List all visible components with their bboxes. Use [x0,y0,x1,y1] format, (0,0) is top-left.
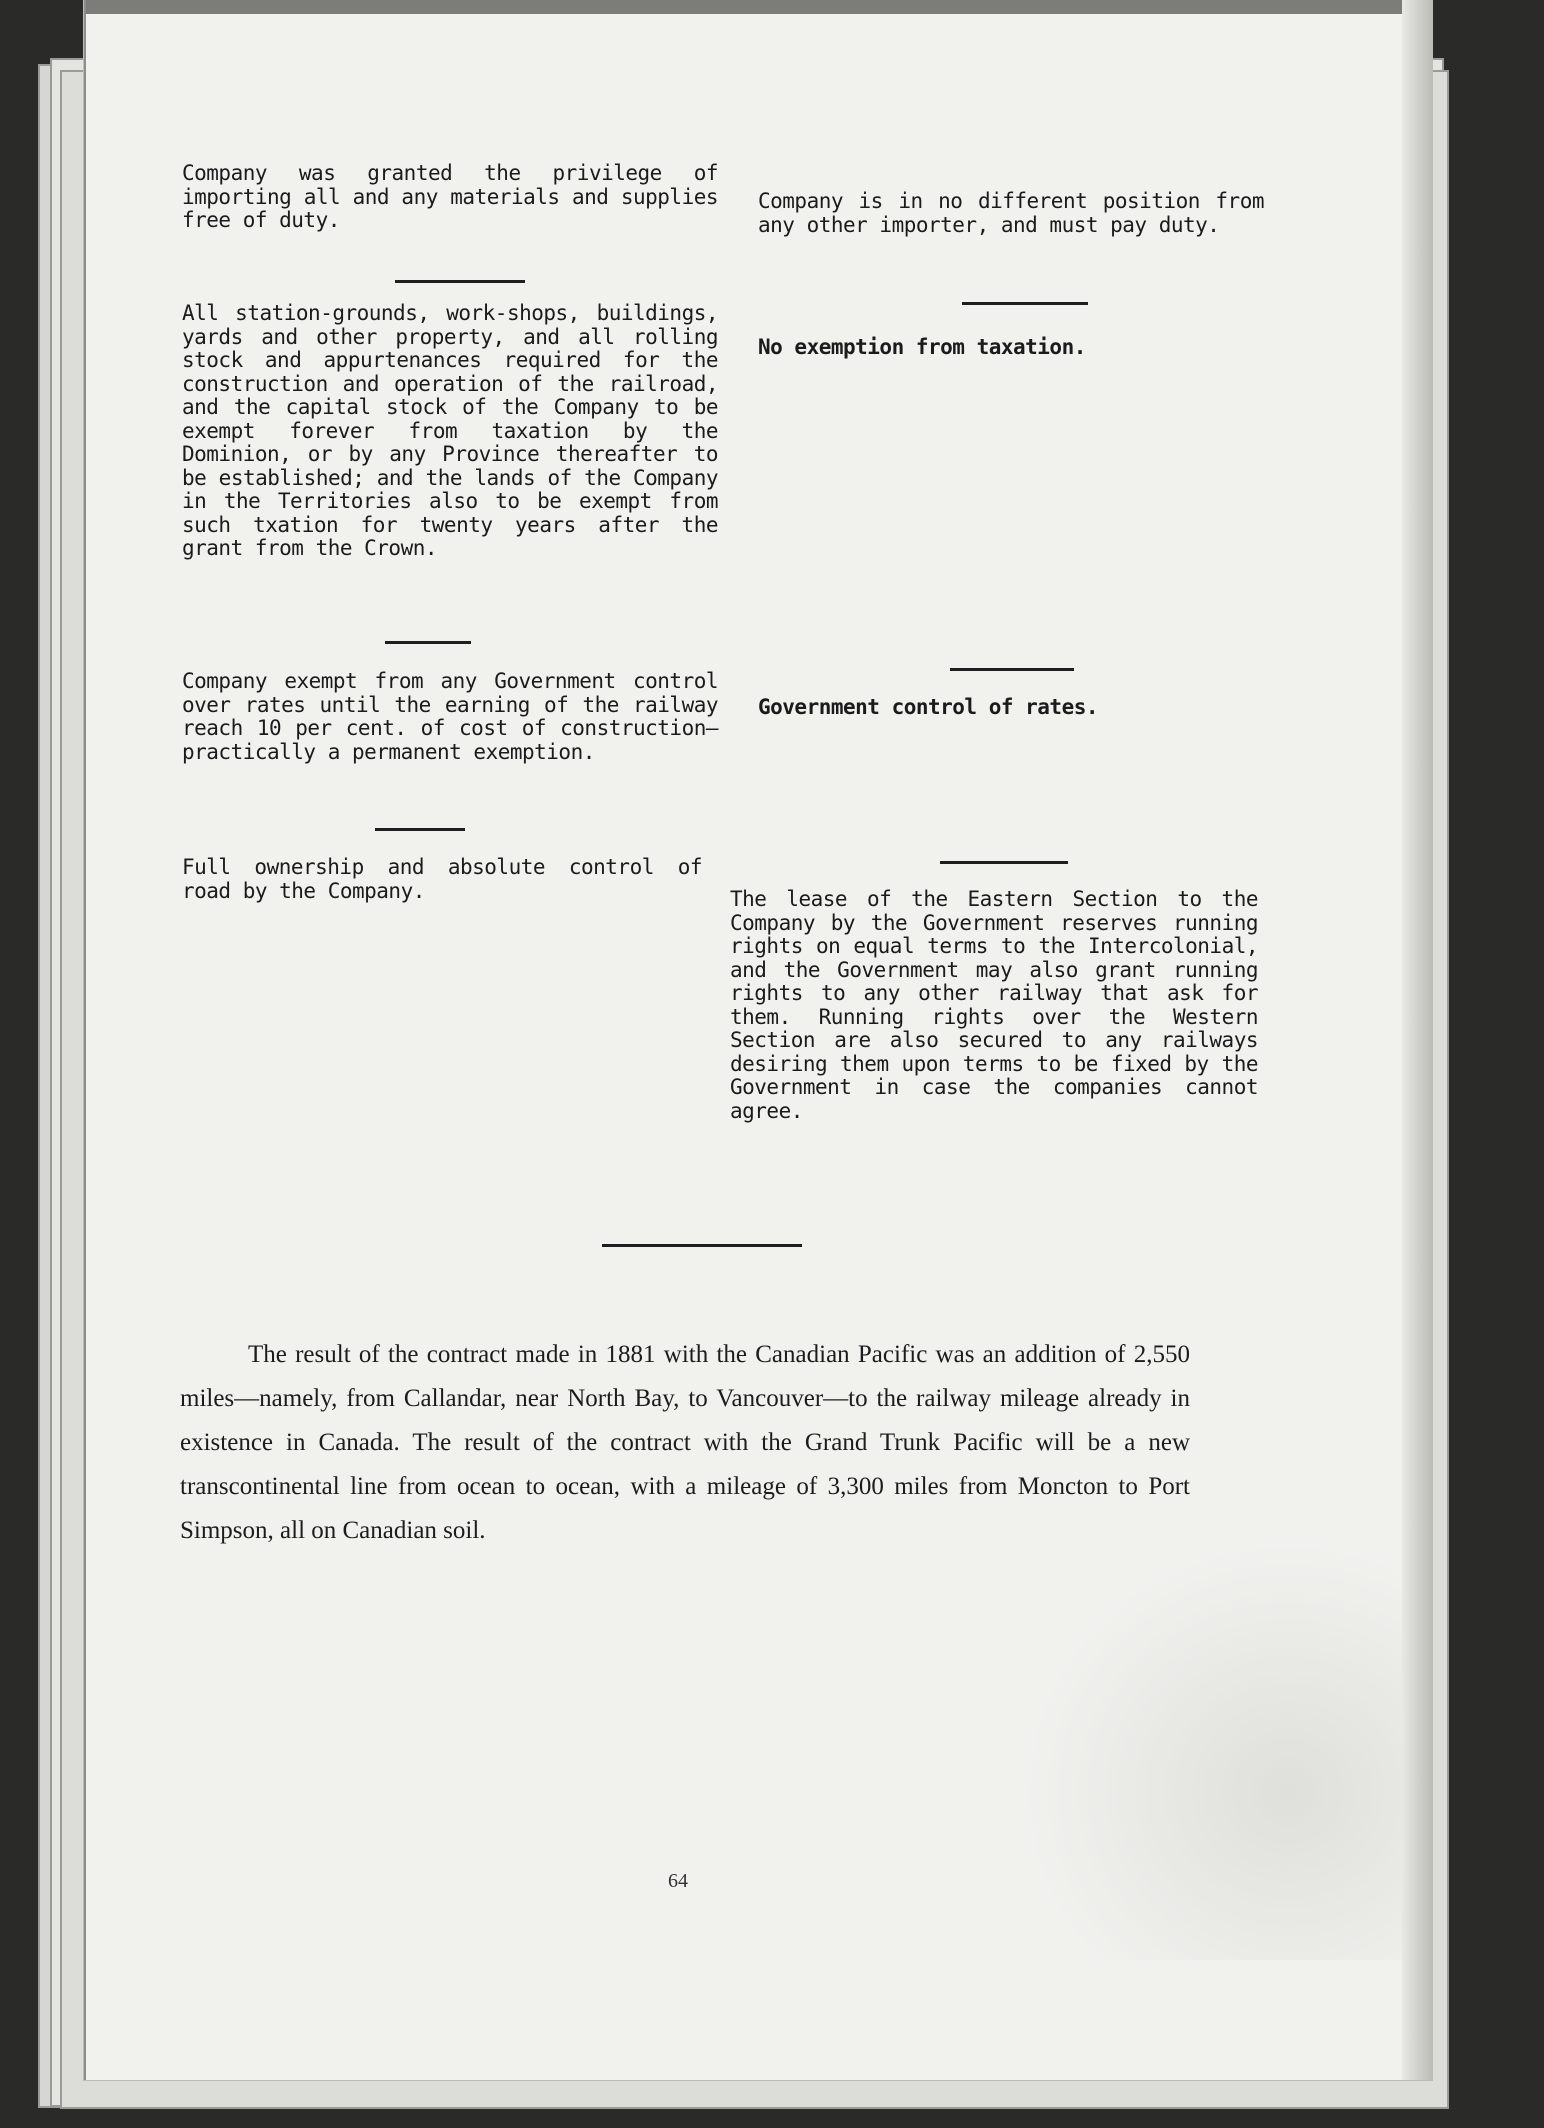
page-number: 64 [668,1870,688,1892]
center-divider [602,1244,802,1247]
section-rule [940,861,1068,864]
section-rule [385,641,471,644]
section-rule [950,668,1074,671]
right-cell-running-rights: The lease of the Eastern Section to the Company by the Government reserves running rights on equal terms to the Intercolonial, and the Government may also grant running rights to any other railway that ask for them. Running rights over the Western Section are also secured to any railways desiring them upon terms to be fixed by the Government in case the companies cannot agree. [730,887,1258,1123]
page-top-edge [86,0,1432,14]
right-cell-taxation: No exemption from taxation. [758,335,1086,359]
left-cell-ownership: Full ownership and absolute control of road by the Company. [182,855,702,903]
right-cell-rates: Government control of rates. [758,695,1099,719]
paper-stain [1022,1540,1402,1960]
section-rule [375,828,465,831]
result-paragraph: The result of the contract made in 1881 with the Canadian Pacific was an addition of 2,550 miles—namely, from Callandar, near North Bay, to Vancouver—to the railway mileage already in existence in Canada. The result of the contract with the Grand Trunk Pacific will be a new transcontinental line from ocean to ocean, with a mileage of 3,300 miles from Moncton to Port Simpson, all on Canadian soil. [180,1341,1190,1544]
section-rule [962,302,1088,305]
left-cell-duty: Company was granted the privilege of importing all and any materials and supplies free of duty. [182,161,718,233]
section-rule [395,280,525,283]
left-cell-rates: Company exempt from any Government control over rates until the earning of the railway reach 10 per cent. of cost of construction—practically a permanent exemption. [182,669,718,764]
left-cell-taxation: All station-grounds, work-shops, buildings, yards and other property, and all rolling stock and appurtenances required for the construction and operation of the railroad, and the capital stock of the Company to be exempt forever from taxation by the Dominion, or by any Province thereafter to be established; and the lands of the Company in the Territories also to be exempt from such txation for twenty years after the grant from the Crown. [182,301,718,561]
right-cell-duty: Company is in no different position from any other importer, and must pay duty. [758,189,1264,237]
page-right-edge [1402,0,1432,2080]
